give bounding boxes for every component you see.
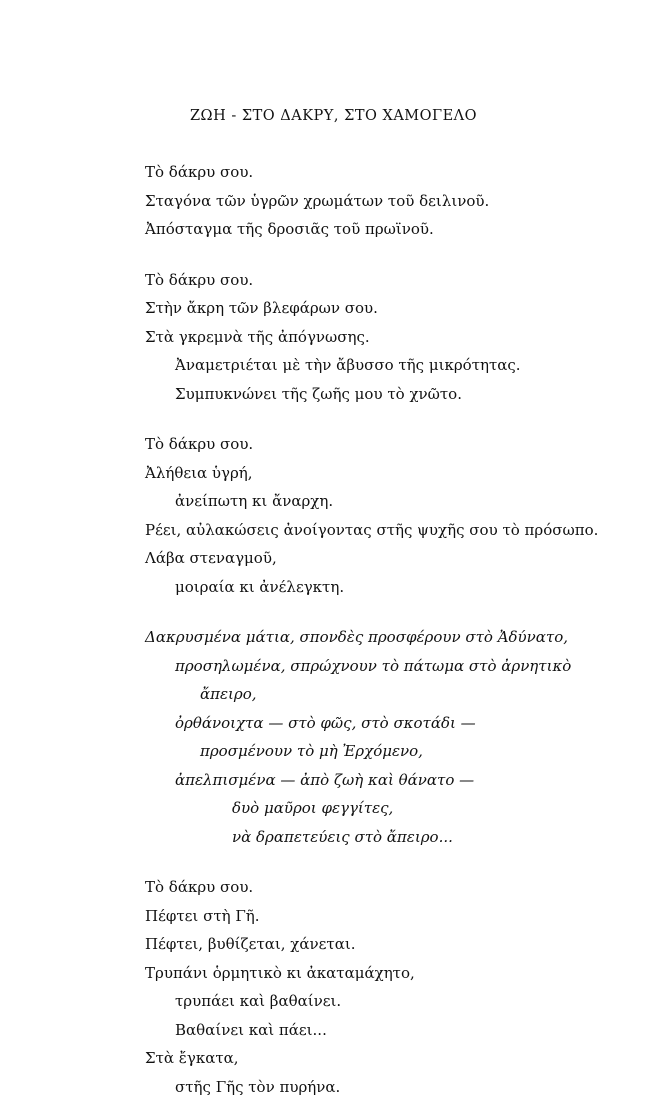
poem-line: προσμένουν τὸ μὴ Ἐρχόμενο, [0, 737, 667, 766]
poem-line: Τὸ δάκρυ σου. [0, 873, 667, 902]
poem-body [0, 158, 667, 1101]
poem-line: Ἀπόσταγμα τῆς δροσιᾶς τοῦ πρωϊνοῦ. [0, 215, 667, 244]
poem-line: νὰ δραπετεύεις στὸ ἄπειρο... [0, 823, 667, 852]
poem-line: Πέφτει στὴ Γῆ. [0, 902, 667, 931]
poem-line: Βαθαίνει καὶ πάει... [0, 1016, 667, 1045]
poem-line: ἄπειρο, [0, 680, 667, 709]
poem-line: Τὸ δάκρυ σου. [0, 158, 667, 187]
poem-line: Ἀλήθεια ὑγρή, [0, 459, 667, 488]
poem-line: τρυπάει καὶ βαθαίνει. [0, 987, 667, 1016]
poem-line: Δακρυσμένα μάτια, σπονδὲς προσφέρουν στὸ Ἀδύνατο, [0, 623, 667, 652]
poem-line: μοιραία κι ἀνέλεγκτη. [0, 573, 667, 602]
poem-line: Στὴν ἄκρη τῶν βλεφάρων σου. [0, 294, 667, 323]
poem-line: Τὸ δάκρυ σου. [0, 430, 667, 459]
poem-line: Ἀναμετριέται μὲ τὴν ἄβυσσο τῆς μικρότητας. [0, 351, 667, 380]
poem-line: Πέφτει, βυθίζεται, χάνεται. [0, 930, 667, 959]
stanza [0, 873, 667, 1101]
poem-line: στῆς Γῆς τὸν πυρήνα. [0, 1073, 667, 1101]
poem-line: προσηλωμένα, σπρώχνουν τὸ πάτωμα στὸ ἀρνητικὸ [0, 652, 667, 681]
stanza [0, 430, 667, 601]
poem-line: Ρέει, αὐλακώσεις ἀνοίγοντας στῆς ψυχῆς σου τὸ πρόσωπο. [0, 516, 667, 545]
stanza [0, 266, 667, 409]
stanza [0, 623, 667, 851]
poem-line: δυὸ μαῦροι φεγγίτες, [0, 794, 667, 823]
poem-line: Σταγόνα τῶν ὑγρῶν χρωμάτων τοῦ δειλινοῦ. [0, 187, 667, 216]
poem-line: ἀπελπισμένα — ἀπὸ ζωὴ καὶ θάνατο — [0, 766, 667, 795]
poem-line: ἀνείπωτη κι ἄναρχη. [0, 487, 667, 516]
page-title: ΖΩΗ - ΣΤΟ ΔΑΚΡΥ, ΣΤΟ ΧΑΜΟΓΕΛΟ [0, 0, 667, 124]
poem-line: Στὰ ἔγκατα, [0, 1044, 667, 1073]
poem-line: Στὰ γκρεμνὰ τῆς ἀπόγνωσης. [0, 323, 667, 352]
poem-line: Τρυπάνι ὁρμητικὸ κι ἀκαταμάχητο, [0, 959, 667, 988]
poem-line: Λάβα στεναγμοῦ, [0, 544, 667, 573]
poem-line: ὀρθάνοιχτα — στὸ φῶς, στὸ σκοτάδι — [0, 709, 667, 738]
stanza [0, 158, 667, 244]
poem-line: Τὸ δάκρυ σου. [0, 266, 667, 295]
poem-line: Συμπυκνώνει τῆς ζωῆς μου τὸ χνῶτο. [0, 380, 667, 409]
